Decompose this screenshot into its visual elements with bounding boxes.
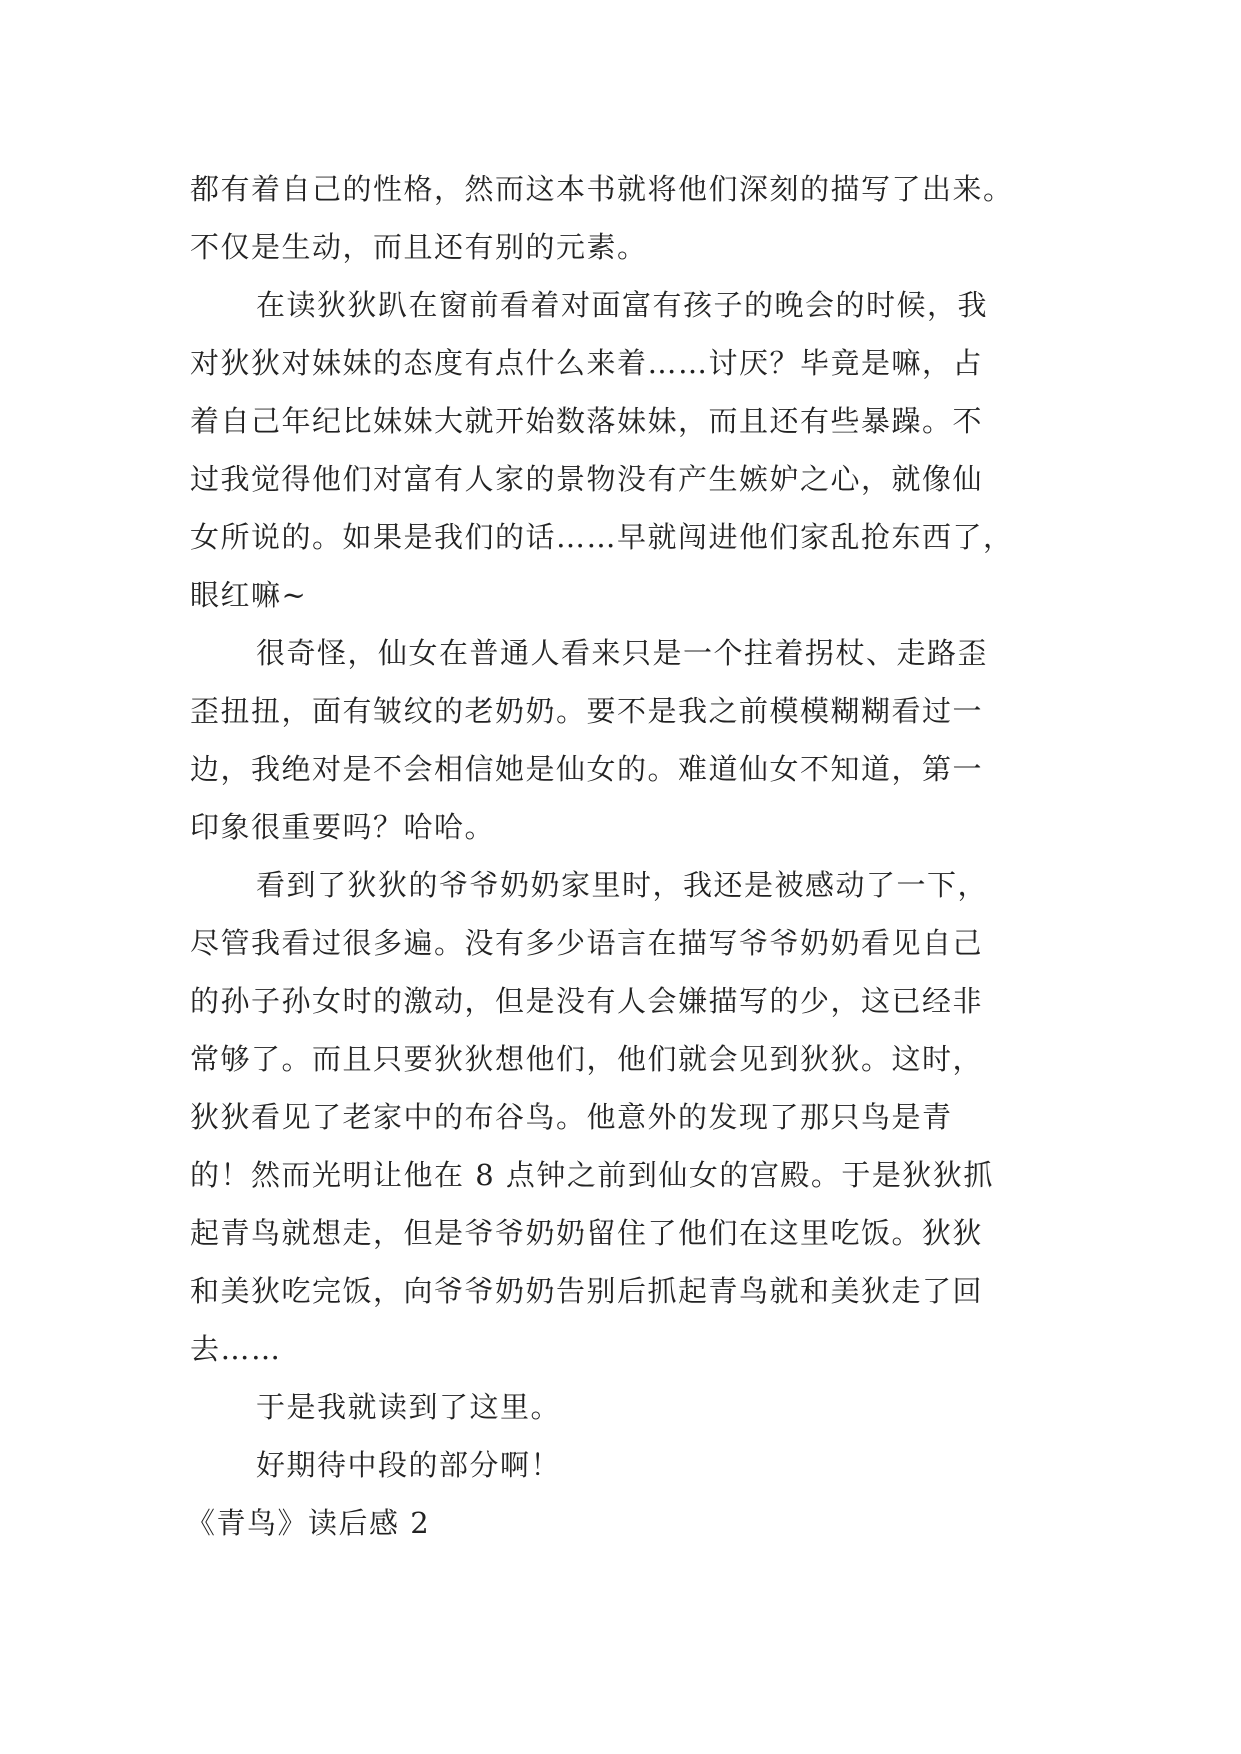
text-line: 对狄狄对妹妹的态度有点什么来着……讨厌？毕竟是嘛，占 (190, 346, 984, 380)
text-line: 的！然而光明让他在 8 点钟之前到仙女的宫殿。于是狄狄抓 (190, 1158, 994, 1192)
paragraph-start-line: 于是我就读到了这里。 (256, 1390, 562, 1424)
text-line: 的孙子孙女时的激动，但是没有人会嫌描写的少，这已经非 (190, 984, 984, 1018)
text-line: 狄狄看见了老家中的布谷鸟。他意外的发现了那只鸟是青 (190, 1100, 953, 1134)
text-line: 都有着自己的性格，然而这本书就将他们深刻的描写了出来。 (190, 172, 1014, 206)
text-line: 不仅是生动，而且还有别的元素。 (190, 230, 648, 264)
text-line: 起青鸟就想走，但是爷爷奶奶留住了他们在这里吃饭。狄狄 (190, 1216, 984, 1250)
paragraph-start-line: 在读狄狄趴在窗前看着对面富有孩子的晚会的时候，我 (256, 288, 989, 322)
text-line: 尽管我看过很多遍。没有多少语言在描写爷爷奶奶看见自己 (190, 926, 984, 960)
paragraph-start-line: 好期待中段的部分啊！ (256, 1448, 562, 1482)
section-title: 《青鸟》读后感 2 (186, 1506, 431, 1540)
text-line: 着自己年纪比妹妹大就开始数落妹妹，而且还有些暴躁。不 (190, 404, 984, 438)
document-page (186, 160, 1090, 1552)
text-line: 边，我绝对是不会相信她是仙女的。难道仙女不知道，第一 (190, 752, 984, 786)
text-line: 和美狄吃完饭，向爷爷奶奶告别后抓起青鸟就和美狄走了回 (190, 1274, 984, 1308)
text-line: 女所说的。如果是我们的话……早就闯进他们家乱抢东西了， (190, 520, 1014, 554)
paragraph-start-line: 很奇怪，仙女在普通人看来只是一个拄着拐杖、走路歪 (256, 636, 989, 670)
paragraph-start-line: 看到了狄狄的爷爷奶奶家里时，我还是被感动了一下， (256, 868, 989, 902)
text-line: 眼红嘛~ (190, 578, 308, 612)
text-line: 过我觉得他们对富有人家的景物没有产生嫉妒之心，就像仙 (190, 462, 984, 496)
text-line: 歪扭扭，面有皱纹的老奶奶。要不是我之前模模糊糊看过一 (190, 694, 984, 728)
text-line: 去…… (190, 1332, 282, 1366)
text-line: 常够了。而且只要狄狄想他们，他们就会见到狄狄。这时， (190, 1042, 984, 1076)
text-line: 印象很重要吗？哈哈。 (190, 810, 496, 844)
